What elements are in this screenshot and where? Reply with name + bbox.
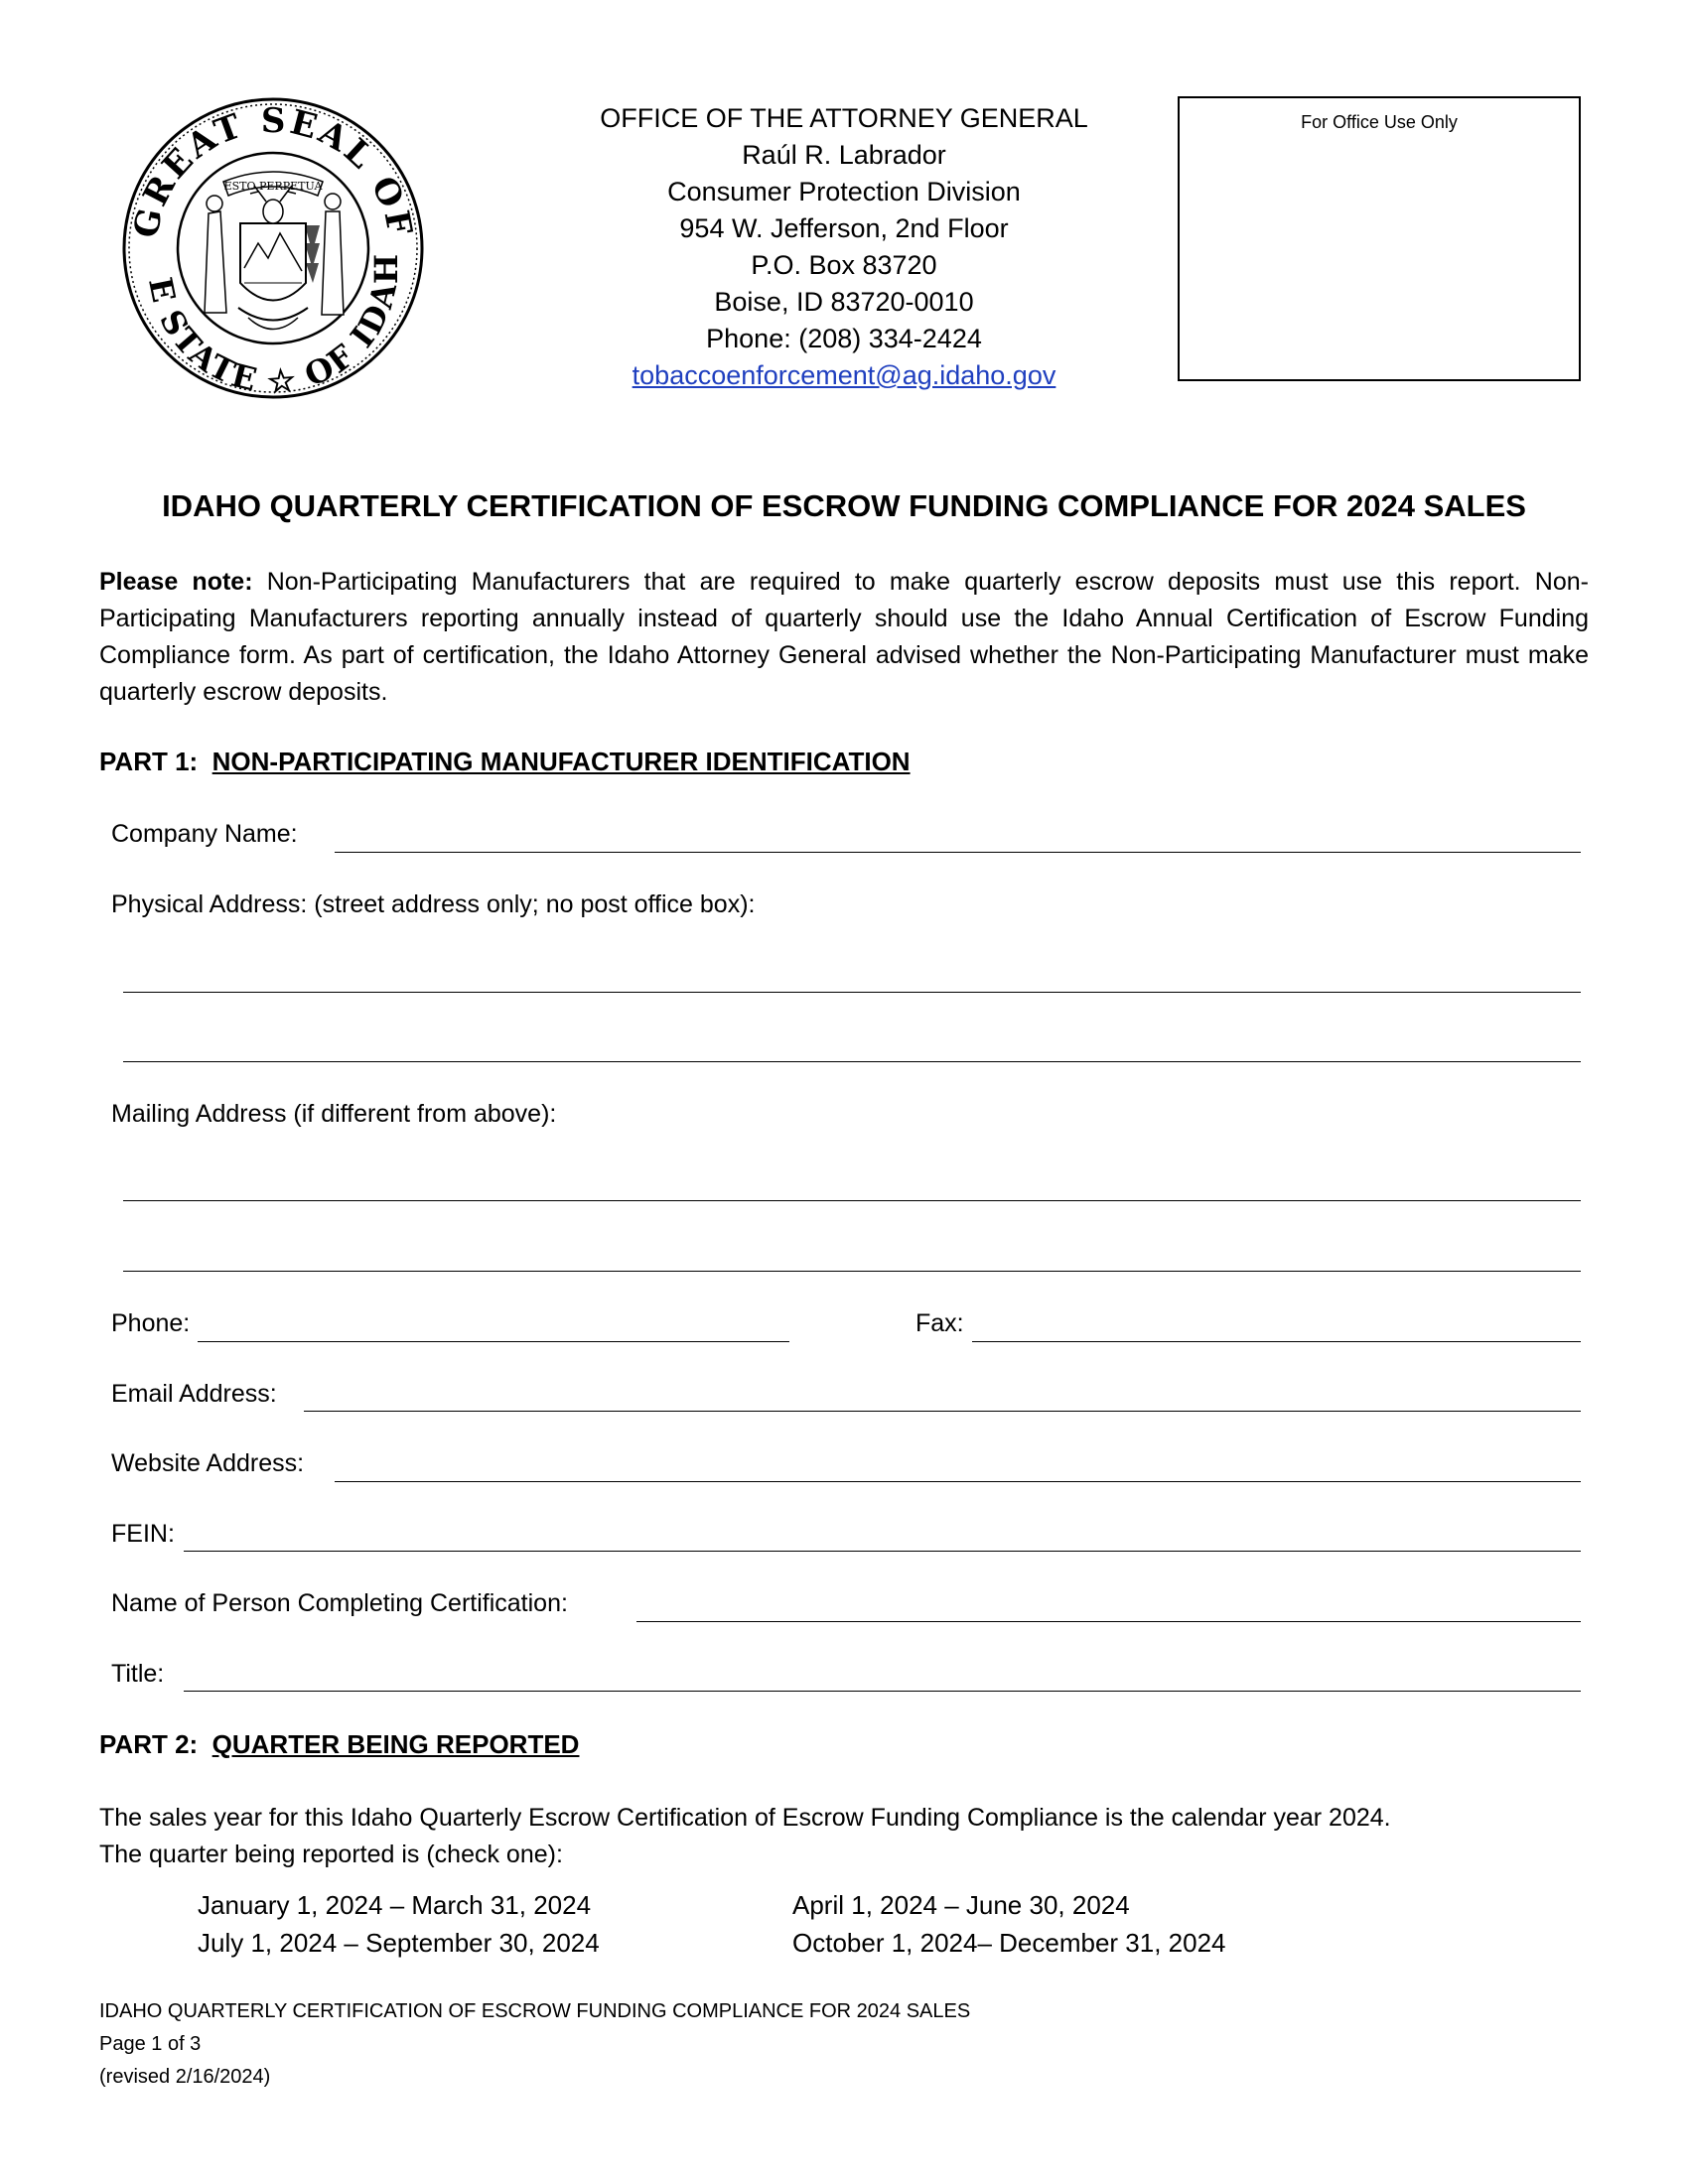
quarter-option-q2[interactable]: April 1, 2024 – June 30, 2024 bbox=[792, 1890, 1130, 1920]
street-address: 954 W. Jefferson, 2nd Floor bbox=[679, 213, 1009, 243]
fein-label: FEIN: bbox=[111, 1520, 175, 1548]
office-email-link[interactable]: tobaccoenforcement@ag.idaho.gov bbox=[632, 360, 1056, 390]
state-seal bbox=[109, 94, 437, 402]
note-paragraph bbox=[99, 564, 1589, 711]
website-field[interactable] bbox=[335, 1481, 1581, 1482]
office-phone: Phone: (208) 334-2424 bbox=[706, 324, 982, 353]
city-state-zip: Boise, ID 83720-0010 bbox=[714, 287, 974, 317]
physical-address-label: Physical Address: (street address only; no post office box): bbox=[111, 890, 756, 918]
physical-address-field-line2[interactable] bbox=[123, 1061, 1581, 1062]
person-field[interactable] bbox=[636, 1621, 1581, 1622]
part1-title: NON-PARTICIPATING MANUFACTURER IDENTIFICATION bbox=[211, 747, 911, 776]
part2-text-line1: The sales year for this Idaho Quarterly Escrow Certification of Escrow Funding Compliance is the calendar year 2024. bbox=[99, 1804, 1391, 1832]
quarter-option-q3[interactable]: July 1, 2024 – September 30, 2024 bbox=[198, 1928, 600, 1958]
office-use-label: For Office Use Only bbox=[1301, 112, 1458, 132]
form-title: IDAHO QUARTERLY CERTIFICATION OF ESCROW FUNDING COMPLIANCE FOR 2024 SALES bbox=[162, 488, 1526, 523]
title-label: Title: bbox=[111, 1660, 165, 1688]
footer-title: IDAHO QUARTERLY CERTIFICATION OF ESCROW FUNDING COMPLIANCE FOR 2024 SALES bbox=[99, 2000, 971, 2022]
quarter-option-q1[interactable]: January 1, 2024 – March 31, 2024 bbox=[198, 1890, 592, 1920]
office-title: OFFICE OF THE ATTORNEY GENERAL bbox=[600, 103, 1088, 133]
mailing-address-field-line2[interactable] bbox=[123, 1271, 1581, 1272]
part2-heading bbox=[99, 1729, 579, 1760]
po-box: P.O. Box 83720 bbox=[751, 250, 937, 280]
phone-field[interactable] bbox=[198, 1341, 789, 1342]
office-use-box bbox=[1178, 96, 1581, 381]
title-field[interactable] bbox=[184, 1691, 1581, 1692]
mailing-address-label: Mailing Address (if different from above): bbox=[111, 1100, 557, 1128]
seal-bottom-text: E STATE ☆ OF IDAH bbox=[141, 251, 406, 401]
part2-prefix: PART 2: bbox=[99, 1729, 199, 1759]
fax-label: Fax: bbox=[915, 1309, 964, 1337]
person-label: Name of Person Completing Certification: bbox=[111, 1589, 568, 1617]
division-name: Consumer Protection Division bbox=[667, 177, 1021, 206]
company-name-field[interactable] bbox=[335, 852, 1581, 853]
quarter-option-q4[interactable]: October 1, 2024– December 31, 2024 bbox=[792, 1928, 1226, 1958]
footer-revised: (revised 2/16/2024) bbox=[99, 2066, 271, 2088]
attorney-general-name: Raúl R. Labrador bbox=[742, 140, 946, 170]
part1-heading bbox=[99, 747, 911, 777]
physical-address-field-line1[interactable] bbox=[123, 992, 1581, 993]
company-name-label: Company Name: bbox=[111, 820, 298, 848]
email-field[interactable] bbox=[304, 1411, 1581, 1412]
note-text: Non-Participating Manufacturers that are required to make quarterly escrow deposits must use this report. Non-Participating Manufacturers reporting annually instead of quarterly should use the Idaho Annual Certification of Escrow Funding Compliance form. As part of certification, the Idaho Attorney General advised whether the Non-Participating Manufacturer must make quarterly escrow deposits. bbox=[99, 568, 1589, 706]
mailing-address-field-line1[interactable] bbox=[123, 1200, 1581, 1201]
part2-title: QUARTER BEING REPORTED bbox=[211, 1729, 580, 1759]
note-label: Please note: bbox=[99, 568, 253, 596]
footer-page: Page 1 of 3 bbox=[99, 2033, 202, 2055]
email-label: Email Address: bbox=[111, 1380, 277, 1408]
phone-label: Phone: bbox=[111, 1309, 191, 1337]
part2-text-line2: The quarter being reported is (check one): bbox=[99, 1841, 563, 1868]
fein-field[interactable] bbox=[184, 1551, 1581, 1552]
website-label: Website Address: bbox=[111, 1449, 305, 1477]
part1-prefix: PART 1: bbox=[99, 747, 199, 776]
fax-field[interactable] bbox=[972, 1341, 1581, 1342]
seal-top-text: GREAT SEAL OF bbox=[125, 100, 420, 242]
seal-motto: ESTO PERPETUA bbox=[223, 180, 323, 193]
